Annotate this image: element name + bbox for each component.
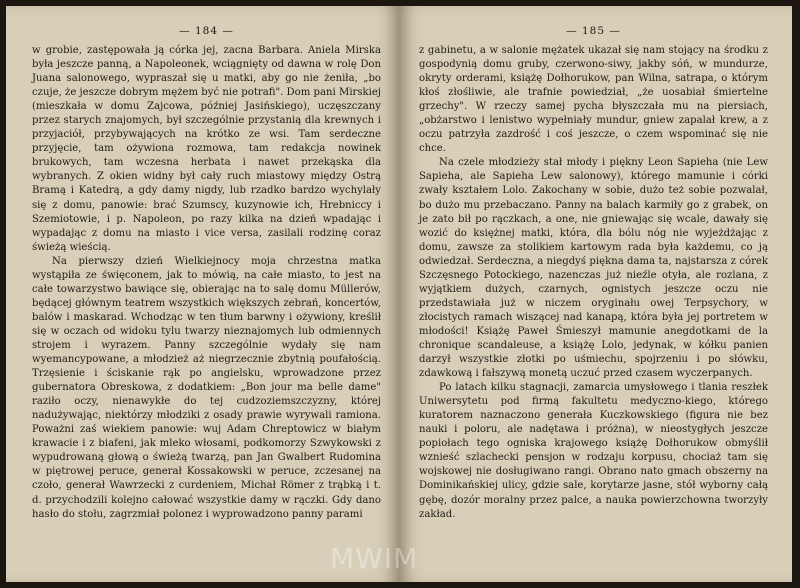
- page-number-right: — 185 —: [566, 25, 621, 37]
- right-paragraph-3: Po latach kilku stagnacji, zamarcia umysłowego i tlania reszłek Uniwersytetu pod firmą fakultetu medyczno-kiego, którego kuratorem naznaczono generała Kuczkowskiego (figura nie bez nauki i poloru, ale nadętawa i próżna), w nieostygłych jeszcze popiołach tego ogniska krajowego książę Dołhorukow obmyślił wznieść szlachecki pensjon w rodzaju korpusu, chociaż tam się wojskowej nie dosługiwano rangi. Obrano nato gmach obszerny na Dominikańskiej ulicy, gdzie sale, korytarze jasne, stół wyborny całą gębę, dozór moralny przez palce, a nauka powierzchowna tworzyły zakład.: [419, 382, 768, 520]
- right-paragraph-1: z gabinetu, a w salonie mężatek ukazał się nam stojący na środku z gospodynią domu gruby, czerwono-siwy, jakby sóń, w mundurze, okryty orderami, książę Dołhorukow, pan Wilna, satrapa, o którym kłoś złośliwie, ale trafnie powiedział, „że uosabiał śmiertelne grzechy". W rzeczy samej pycha błyszczała mu na piersiach, „obżarstwo i lenistwo wypełniały mundur, gniew zapalał krew, a z oczu patrzyła zazdrość i coś jeszcze, o czem wspominać się nie chce.: [419, 45, 768, 155]
- right-page-text: [419, 44, 768, 522]
- left-paragraph-1: w grobie, zastępowała ją córka jej, zacna Barbara. Aniela Mirska była jeszcze panną, a Napoleonek, wciągnięty od dawna w rolę Don Juana salonowego, wypraszał się u matki, aby go nie żeniła, „bo czuje, że jeszcze dobrym mężem być nie potrafi". Dom pani Mirskiej (mieszkała w domu Zajcowa, później Jasińskiego), uczęszczany przez starych znajomych, był szczególnie przystanią dla krewnych i przyjaciół, przybywających na krótko ze wsi. Tam serdeczne przyjęcie, tam ożywiona rozmowa, tam redakcja nowinek brukowych, tam wczesna herbata i nawet przekąska dla wybranych. Z okien widny był cały ruch miastowy między Ostrą Bramą i Katedrą, a gdy damy nigdy, lub rzadko bardzo wychylały się z domu, panowie: brać Szumscy, kuzynowie ich, Hrebniccy i Szemiotowie, i p. Napoleon, po razy kilka na dzień wpadając i wypadając z domu na miasto i vice versa, zasilali rodzinę coraz świeżą wieścią.: [32, 45, 381, 253]
- left-paragraph-2: Na pierwszy dzień Wielkiejnocy moja chrzestna matka wystąpiła ze święconem, jak to mówią, na całe miasto, to jest na całe towarzystwo bawiące się, obierając na to salę domu Müllerów, będącej głównym teatrem wszystkich większych zebrań, koncertów, balów i maskarad. Wchodząc w ten tłum barwny i ożywiony, kreślił się w oczach od widoku tylu twarzy nieznajomych lub odmiennych strojem i wyrazem. Panny szczególnie wydały się nam wyemancypowane, a młodzież aż niegrzecznie zbytnią poufałością. Trzęsienie i ściskanie rąk po angielsku, wprowadzone przez gubernatora Obreskowa, z dodatkiem: „Bon jour ma belle dame" raziło oczy, nienawykłe do tej cudzoziemszczyzny, której nadużywając, niektórzy młodziki z osady prawie wyrywali ramiona. Poważni zaś wiekiem panowie: wuj Adam Chreptowicz w białym krawacie i z biafeni, jak mleko włosami, podkomorzy Szwykowski z wypudrowaną głową o świeżą twarzą, pan Jan Gwalbert Rudomina w piętrowej peruce, generał Kossakowski w peruce, zczesanej na czoło, generał Wawrzecki z curdeniem, Michał Römer z trąbką i t. d. przychodzili kolejno całować wszystkie damy w rączki. Gdy dano hasło do stołu, zagrzmiał polonez i wyprowadzono panny parami: [32, 255, 381, 520]
- right-paragraph-2: Na czele młodzieży stał młody i piękny Leon Sapieha (nie Lew Sapieha, ale Sapieha Lew salonowy), którego mamunie i córki zwały kształem Lolo. Zakochany w sobie, dużo też sobie pozwalał, bo dużo mu przebaczano. Panny na balach karmiły go z grabek, on je zato bił po rączkach, a one, nie gniewając się wcale, dawały się wozić do księżnej matki, która, dla bólu nóg nie wyjeżdżając z domu, zawsze za stolikiem kartowym rada była każdemu, co ją odwiedzał. Serdeczna, a niegdyś piękna dama ta, najstarsza z córek Szczęsnego Potockiego, nazenczas już nieźle otyła, ale rozlana, z wyjątkiem dużych, czarnych, ognistych jeszcze oczu nie przedstawiała już w niczem oryginału owej Terpsychory, w złocistych ramach wiszącej nad kanapą, która była jej portretem w młodości! Książę Paweł Śmieszył mamunie anegdotkami de la chronique scandaleuse, a książę Lolo, jedynak, w kółku panien darzył wszystkie złotki po uśmiechu, spojrzeniu i po słówku, zdawkową i fałszywą monetą uczuć przed czasem wyczerpanych.: [419, 157, 768, 380]
- book-spread: [6, 6, 792, 582]
- left-page: [6, 6, 399, 582]
- left-page-text: [32, 44, 381, 522]
- page-number-left: — 184 —: [179, 25, 234, 37]
- watermark-logo: MWIM: [330, 542, 419, 575]
- right-page: [399, 6, 792, 582]
